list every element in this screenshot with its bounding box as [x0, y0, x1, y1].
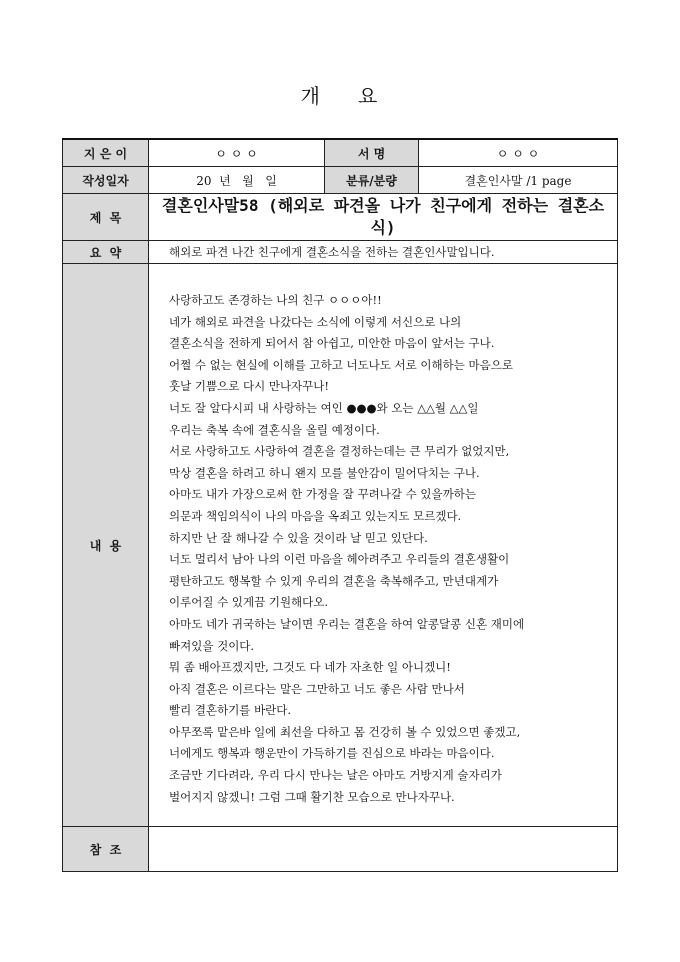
content-line: 결혼소식을 전하게 되어서 참 아쉽고, 미안한 마음이 앞서는 구나.	[169, 336, 495, 351]
content-line: 네가 해외로 파견을 나갔다는 소식에 이렇게 서신으로 나의	[169, 314, 462, 329]
author-row	[63, 139, 618, 167]
signature-value: ㅇ ㅇ ㅇ	[419, 139, 618, 167]
category-value: 결혼인사말 /1 page	[419, 167, 618, 194]
content-line: 서로 사랑하고도 사랑하여 결혼을 결정하는데는 큰 무리가 없었지만,	[169, 444, 510, 459]
date-label: 작성일자	[63, 167, 149, 194]
content-line: 너에게도 행복과 행운만이 가득하기를 진심으로 바라는 마음이다.	[169, 746, 495, 761]
page-title	[0, 80, 680, 109]
summary-row	[63, 241, 618, 264]
content-line: 빨리 결혼하기를 바란다.	[169, 703, 292, 718]
content-line: 사랑하고도 존경하는 나의 친구 ㅇㅇㅇ아!!	[169, 293, 382, 307]
content-line: 뭐 좀 배아프겠지만, 그것도 다 네가 자초한 일 아니겠니!	[169, 660, 451, 675]
content-row	[63, 264, 618, 827]
content-line: 이루어질 수 있게끔 기원해다오.	[169, 595, 329, 610]
subject-row	[63, 194, 618, 241]
author-value: ㅇ ㅇ ㅇ	[149, 139, 325, 167]
content-line: 우리는 축복 속에 결혼식을 올릴 예정이다.	[169, 422, 380, 437]
content-label: 내 용	[63, 264, 149, 827]
content-line: 아마도 네가 귀국하는 날이면 우리는 결혼을 하여 알콩달콩 신혼 재미에	[169, 616, 525, 631]
reference-value	[149, 827, 618, 872]
content-line: 하지만 난 잘 해나갈 수 있을 것이라 날 믿고 있단다.	[169, 530, 428, 545]
content-line: 빠져있을 것이다.	[169, 638, 255, 653]
content-line: 막상 결혼을 하려고 하니 왠지 모를 불안감이 밀어닥치는 구나.	[169, 465, 480, 480]
author-label: 지 은 이	[63, 139, 149, 167]
subject-value: 결혼인사말58 (해외로 파견올 나가 친구에게 전하는 결혼소식)	[149, 194, 618, 241]
content-line: 아무쪼록 맡은바 일에 최선을 다하고 몸 건강히 볼 수 있었으면 좋겠고,	[169, 724, 521, 739]
content-line: 너도 잘 알다시피 내 사랑하는 여인 ●●●와 오는 △△월 △△일	[169, 400, 479, 415]
reference-row	[63, 827, 618, 872]
summary-label: 요 약	[63, 241, 149, 264]
content-body	[149, 264, 618, 827]
date-row	[63, 167, 618, 194]
reference-label: 참 조	[63, 827, 149, 872]
content-line: 의문과 책임의식이 나의 마음을 옥죄고 있는지도 모르겠다.	[169, 508, 462, 523]
category-label: 분류/분량	[325, 167, 419, 194]
content-line: 훗날 기쁨으로 다시 만나자꾸나!	[169, 379, 330, 394]
subject-label: 제 목	[63, 194, 149, 241]
summary-value: 해외로 파견 나간 친구에게 결혼소식을 전하는 결혼인사말입니다.	[149, 241, 618, 264]
overview-form-table	[62, 138, 618, 872]
content-line: 평탄하고도 행복할 수 있게 우리의 결혼을 축복해주고, 만년대계가	[169, 573, 499, 588]
title-part-1: 개	[300, 84, 322, 108]
content-line: 아직 결혼은 이르다는 말은 그만하고 너도 좋은 사람 만나서	[169, 681, 465, 696]
date-value: 20 년 월 일	[149, 167, 325, 194]
signature-label: 서 명	[325, 139, 419, 167]
content-line: 너도 멀리서 남아 나의 이런 마음을 헤아려주고 우리들의 결혼생활이	[169, 552, 510, 567]
content-line: 조금만 기다려라, 우리 다시 만나는 날은 아마도 거방지게 술자리가	[169, 768, 502, 783]
title-part-2: 요	[358, 84, 380, 108]
content-line: 아마도 내가 가장으로써 한 가정을 잘 꾸려나갈 수 있을까하는	[169, 487, 476, 502]
content-line: 어쩔 수 없는 현실에 이해를 고하고 너도나도 서로 이해하는 마음으로	[169, 357, 513, 372]
content-line: 벌어지지 않겠니! 그럼 그때 활기찬 모습으로 만나자꾸나.	[169, 789, 455, 804]
